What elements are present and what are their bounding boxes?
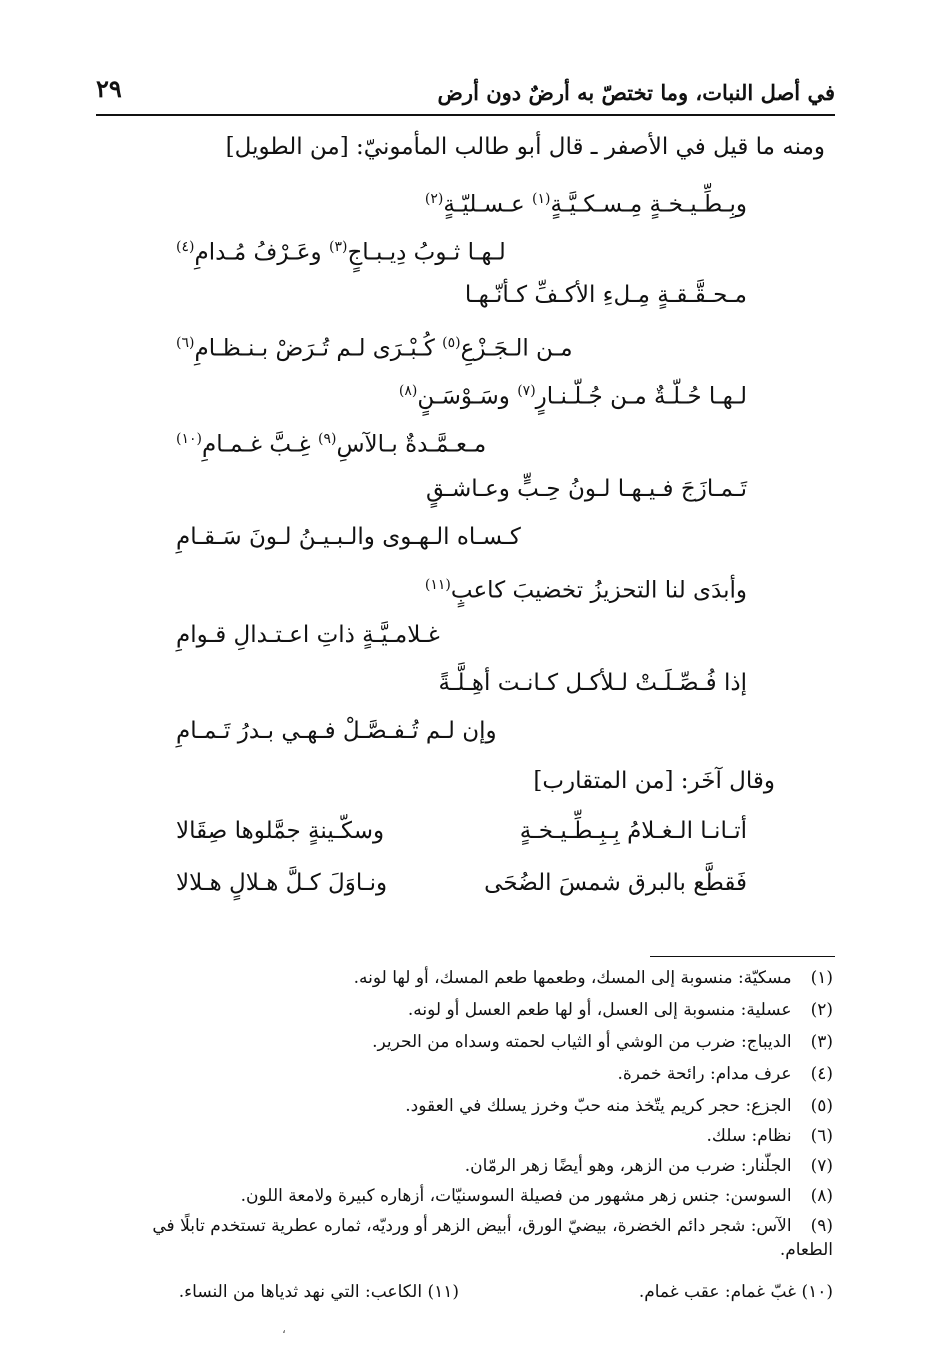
footnote-text: الجزع: حجر كريم يتّخذ منه حبّ وخرز يسلك في العقود.	[405, 1096, 792, 1116]
verse-text: غـلامـيَّـةٍ ذاتِ اعـتـدالِ قـوامِ	[176, 622, 440, 648]
verse-6	[176, 424, 486, 460]
footnote-11	[179, 1280, 459, 1304]
verse-2	[176, 232, 506, 268]
verse-text: غِـبَّ غـمـامِ	[201, 431, 319, 458]
footnote-ref: (٩)	[318, 431, 337, 447]
footnote-text: الجلّنار: ضرب من الزهر، وهو أيضًا زهر الرمّان.	[464, 1156, 792, 1176]
footnote-ref: (٢)	[424, 191, 444, 207]
footnote-text: عرف مدام: رائحة خمرة.	[617, 1064, 792, 1084]
running-header-title: في أصل النبات، وما تختصّ به أرضٌ دون أرض	[437, 80, 835, 105]
footnote-number: (٨)	[810, 1186, 833, 1206]
verse-10	[176, 620, 440, 650]
verse-text: كـسـاه الـهـوى والـبـيـنُ لـونَ سَـقـامِ	[176, 524, 521, 550]
footnote-number: (٣)	[810, 1032, 833, 1052]
verse-9	[425, 570, 747, 606]
footnote-7	[465, 1154, 833, 1178]
verse-text: وسَـوْسَـنٍ	[417, 383, 518, 410]
verse-text: مـعـمَّـدةٌ بـالآسِ	[336, 431, 487, 458]
verse-3	[465, 280, 747, 310]
footnote-number: (٢)	[810, 1000, 833, 1020]
verse-12	[176, 716, 497, 746]
footnote-ref: (٨)	[398, 383, 418, 399]
verse-text: وبِـطِّـيـخـةٍ مِـسـكـيَّـةٍ	[550, 191, 747, 218]
footnote-6	[706, 1124, 833, 1148]
verse-7	[426, 474, 747, 504]
footnote-ref: (٣)	[328, 239, 348, 255]
footnote-ref: (٦)	[176, 335, 195, 351]
footnote-ref: (١)	[532, 191, 551, 207]
verse-5	[399, 376, 747, 412]
footnote-text: نظام: سلك.	[706, 1126, 792, 1146]
footnote-9	[113, 1214, 833, 1262]
footnote-5	[405, 1094, 833, 1118]
footnote-ref: (٥)	[442, 335, 461, 351]
page-mark: ،	[282, 1322, 286, 1336]
verse-text: إذا فُـصِّـلَـتْ لـلأكـل كـانـت أهِـلَّـةً	[438, 670, 747, 696]
footnote-number: (١٠)	[801, 1282, 833, 1302]
footnote-number: (٧)	[810, 1156, 833, 1176]
verse-text: عـسـليّـةٍ	[443, 191, 532, 218]
footnote-ref: (١٠)	[176, 431, 202, 447]
verse-text: وأبدَى لنا التحزيزُ تخضيبَ كاعبٍ	[450, 577, 747, 604]
footnote-rule	[650, 956, 835, 957]
verse-2-1-right: أتـانـا الـغـلامُ بِـبِـطِّـيـخـةٍ	[519, 818, 747, 844]
footnote-text: غبّ غمام: عقب غمام.	[638, 1282, 797, 1302]
verse-2-2-right: فَقطَّع بالبرق شمسَ الضُحَى	[484, 870, 747, 896]
footnote-2	[408, 998, 833, 1022]
footnote-number: (٦)	[810, 1126, 833, 1146]
footnote-number: (١)	[810, 968, 833, 988]
footnote-text: الآس: شجر دائم الخضرة، بيضيّ الورق، أبيض الزهر أو ورديّه، ثماره عطرية تستخدم تابلًا في الطعام.	[152, 1216, 833, 1260]
footnote-text: السوسن: جنس زهر مشهور من فصيلة السوسنيّات، أزهاره كبيرة ولامعة اللون.	[240, 1186, 792, 1206]
footnote-text: الكاعب: التي نهد ثدياها من النساء.	[178, 1282, 423, 1302]
verse-text: لـهـا ثـوبُ دِيـبـاجٍ	[347, 239, 506, 266]
verse-8	[176, 522, 521, 552]
footnote-number: (٤)	[810, 1064, 833, 1084]
verse-text: مـن الـجَـزْعِ	[460, 335, 573, 362]
intro-line-1: ومنه ما قيل في الأصفر ـ قال أبو طالب المأمونيّ: [من الطويل]	[225, 134, 825, 160]
verse-2-2-left: ونـاوَلَ كـلَّ هـلالٍ هـلالا	[176, 870, 388, 896]
verse-text: تَـمـازَجَ فـيـهـا لـونُ حِـبٍّ وعـاشـقٍ	[426, 476, 747, 502]
verse-text: مـحـقَّـقـةٍ مِـلءِ الأكـفِّ كـأنّـهـا	[464, 282, 747, 308]
verse-text: وعَـرْفُ مُـدامِ	[194, 239, 329, 266]
footnote-ref: (٧)	[517, 383, 536, 399]
footnote-ref: (٤)	[176, 239, 195, 255]
footnote-number: (١١)	[427, 1282, 459, 1302]
verse-1	[425, 184, 747, 220]
verse-text: وإن لـم تُـفـصَّـلْ فـهـي بـدرُ تَـمـامِ	[176, 718, 497, 744]
verse-text: لـهـا حُـلّـةٌ مـن جُـلّـنـارٍ	[535, 383, 747, 410]
footnote-8	[241, 1184, 833, 1208]
verse-4	[176, 328, 573, 364]
footnote-number: (٥)	[810, 1096, 833, 1116]
page-number: ٢٩	[96, 74, 122, 103]
footnote-4	[617, 1062, 833, 1086]
footnote-ref: (١١)	[424, 577, 451, 593]
intro-line-2: وقال آخَر: [من المتقارب]	[533, 768, 775, 794]
verse-text: كُـبْـرَى لـم تُـرَضْ بـنـظـامِ	[194, 335, 443, 362]
footnote-3	[372, 1030, 833, 1054]
footnote-10	[639, 1280, 833, 1304]
verse-11	[438, 668, 747, 698]
footnote-text: الديباج: ضرب من الوشي أو الثياب لحمته وسداه من الحرير.	[372, 1032, 792, 1052]
footnote-text: مسكيّة: منسوبة إلى المسك، وطعمها طعم المسك، أو لها لونه.	[353, 968, 792, 988]
verse-2-1-left: وسكّـينةٍ جمَّلوها صِقَالا	[176, 818, 385, 844]
footnote-number: (٩)	[810, 1216, 833, 1236]
header-rule	[96, 114, 835, 116]
footnote-1	[354, 966, 833, 990]
footnote-text: عسلية: منسوبة إلى العسل، أو لها طعم العسل أو لونه.	[407, 1000, 792, 1020]
